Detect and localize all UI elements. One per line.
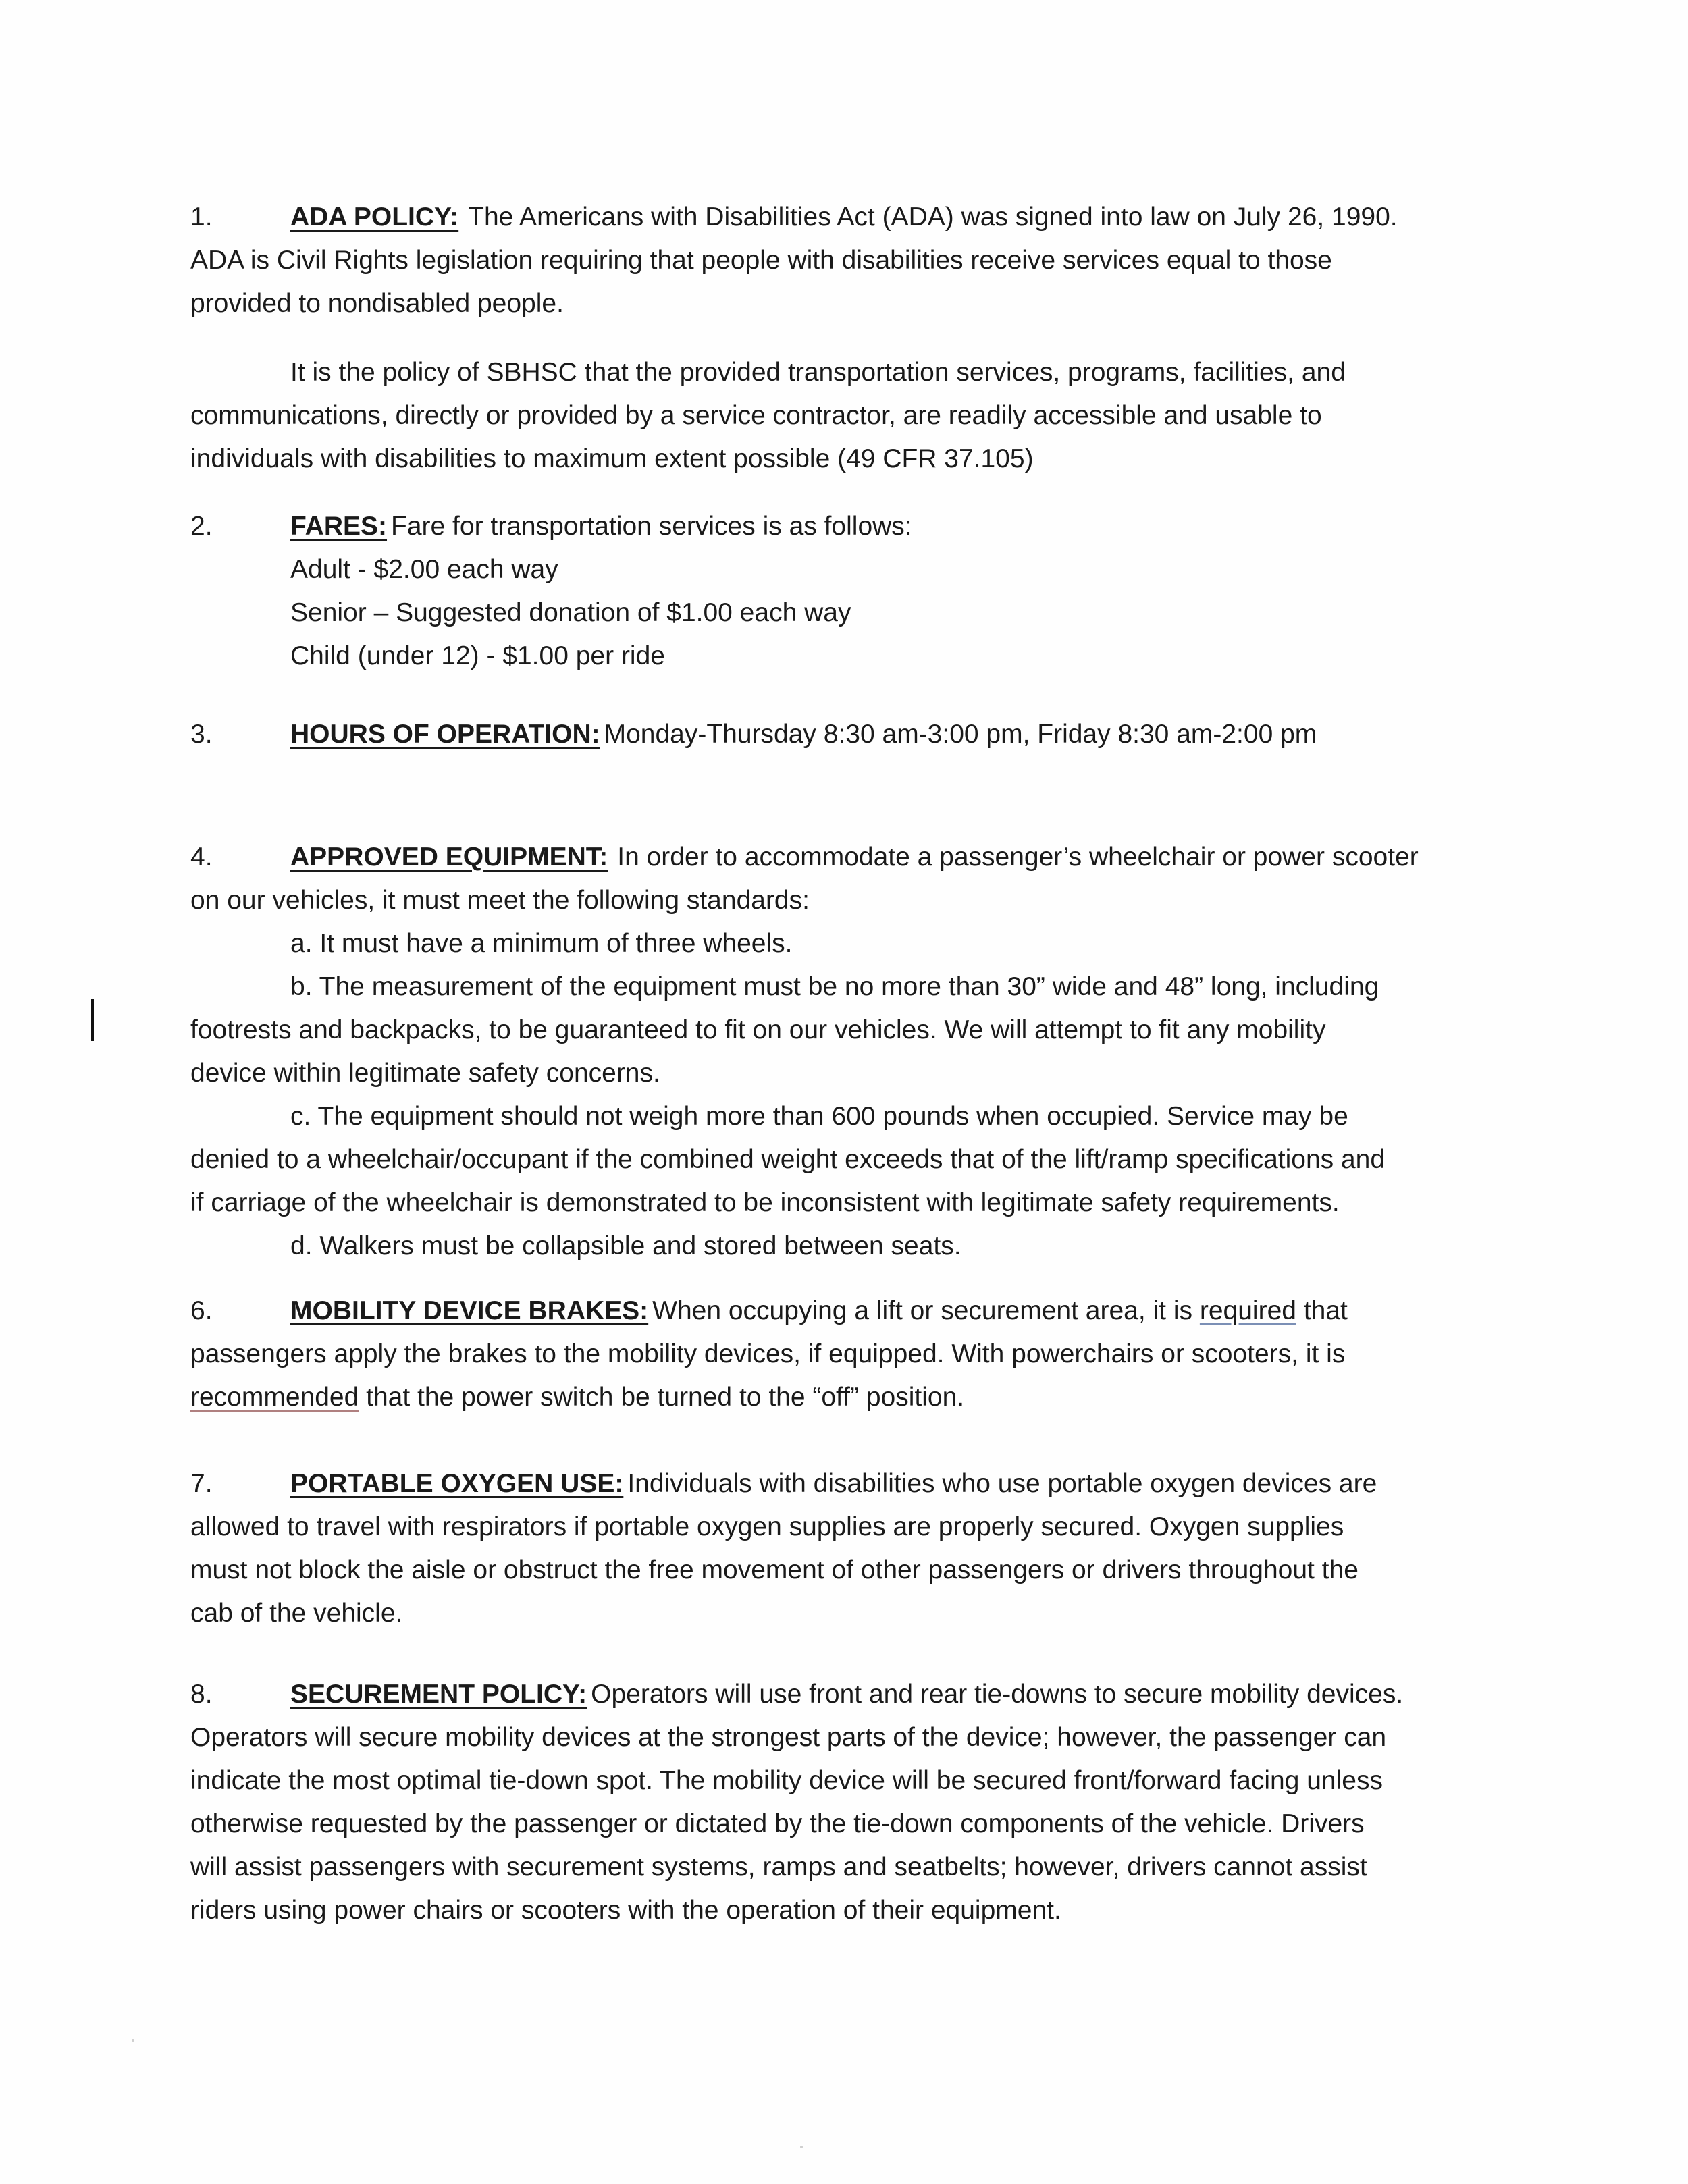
section-number: 2. xyxy=(190,512,213,541)
fare-item: Senior – Suggested donation of $1.00 each way xyxy=(290,598,851,627)
section-number: 6. xyxy=(190,1296,213,1325)
equipment-item-c: c. The equipment should not weigh more than 600 pounds when occupied. Service may be xyxy=(290,1102,1348,1131)
oxygen-text: Individuals with disabilities who use portable oxygen devices are xyxy=(627,1469,1377,1498)
ada-policy-line: It is the policy of SBHSC that the provided transportation services, programs, facilities, and xyxy=(290,358,1346,387)
section-title: MOBILITY DEVICE BRAKES: xyxy=(290,1296,649,1325)
equipment-item-c: if carriage of the wheelchair is demonstrated to be inconsistent with legitimate safety requirements. xyxy=(190,1188,1340,1217)
ada-text-line: ADA is Civil Rights legislation requiring that people with disabilities receive services equal to those xyxy=(190,246,1332,275)
equipment-item-d: d. Walkers must be collapsible and stored between seats. xyxy=(290,1231,961,1260)
brakes-text: that xyxy=(1303,1296,1348,1325)
equipment-heading-line xyxy=(190,836,1480,879)
section-title: FARES: xyxy=(290,512,388,541)
underlined-word-recommended: recommended xyxy=(190,1383,359,1412)
oxygen-text-line: must not block the aisle or obstruct the free movement of other passengers or drivers throughout the xyxy=(190,1555,1359,1584)
ada-text-line: The Americans with Disabilities Act (ADA) was signed into law on July 26, 1990. xyxy=(468,203,1398,232)
fares-heading-line xyxy=(190,505,1480,548)
securement-heading-line xyxy=(190,1673,1480,1716)
section-hours xyxy=(190,713,1480,756)
equipment-item-b: b. The measurement of the equipment must be no more than 30” wide and 48” long, including xyxy=(290,972,1379,1001)
fare-item: Child (under 12) - $1.00 per ride xyxy=(290,641,665,670)
scan-speck xyxy=(800,2146,803,2148)
section-approved-equipment xyxy=(190,836,1480,1268)
equipment-item-c: denied to a wheelchair/occupant if the combined weight exceeds that of the lift/ramp specifications and xyxy=(190,1145,1386,1174)
securement-text-line: riders using power chairs or scooters with the operation of their equipment. xyxy=(190,1896,1061,1925)
section-ada-policy xyxy=(190,196,1480,481)
brakes-text: that the power switch be turned to the “off” position. xyxy=(366,1383,965,1412)
section-number: 1. xyxy=(190,203,213,232)
section-number: 4. xyxy=(190,843,213,872)
oxygen-heading-line xyxy=(190,1462,1480,1506)
section-number: 3. xyxy=(190,720,213,749)
securement-text-line: indicate the most optimal tie-down spot. The mobility device will be secured front/forward facing unless xyxy=(190,1766,1383,1795)
brakes-text: When occupying a lift or securement area, it is xyxy=(652,1296,1193,1325)
section-title: APPROVED EQUIPMENT: xyxy=(290,843,608,872)
hours-heading-line xyxy=(190,713,1480,756)
section-portable-oxygen-use xyxy=(190,1462,1480,1635)
fare-item: Adult - $2.00 each way xyxy=(290,555,558,584)
ada-heading-line xyxy=(190,196,1480,239)
securement-text-line: Operators will secure mobility devices at the strongest parts of the device; however, the passenger can xyxy=(190,1723,1387,1752)
section-title: SECUREMENT POLICY: xyxy=(290,1680,587,1709)
oxygen-text-line: cab of the vehicle. xyxy=(190,1599,403,1628)
equipment-item-b: footrests and backpacks, to be guaranteed to fit on our vehicles. We will attempt to fit any mobility xyxy=(190,1015,1326,1044)
securement-text-line: will assist passengers with securement systems, ramps and seatbelts; however, drivers cannot assist xyxy=(190,1853,1367,1882)
section-title: HOURS OF OPERATION: xyxy=(290,720,600,749)
fares-intro: Fare for transportation services is as follows: xyxy=(391,512,912,541)
section-mobility-device-brakes xyxy=(190,1289,1480,1419)
section-title: PORTABLE OXYGEN USE: xyxy=(290,1469,624,1498)
hours-text: Monday-Thursday 8:30 am-3:00 pm, Friday 8:30 am-2:00 pm xyxy=(604,720,1317,749)
equipment-item-a: a. It must have a minimum of three wheels. xyxy=(290,929,793,958)
section-title: ADA POLICY: xyxy=(290,203,459,232)
equipment-intro: In order to accommodate a passenger’s wheelchair or power scooter xyxy=(617,843,1419,872)
securement-text: Operators will use front and rear tie-downs to secure mobility devices. xyxy=(591,1680,1404,1709)
brakes-text-line xyxy=(190,1376,1480,1419)
ada-policy-line: communications, directly or provided by a service contractor, are readily accessible and usable to xyxy=(190,401,1322,430)
ada-text-line: provided to nondisabled people. xyxy=(190,289,564,318)
ada-policy-line: individuals with disabilities to maximum extent possible (49 CFR 37.105) xyxy=(190,444,1034,473)
equipment-intro: on our vehicles, it must meet the following standards: xyxy=(190,886,810,915)
underlined-word-required: required xyxy=(1199,1296,1296,1325)
section-number: 8. xyxy=(190,1680,213,1709)
section-fares xyxy=(190,505,1480,678)
brakes-text-line: passengers apply the brakes to the mobility devices, if equipped. With powerchairs or scooters, it is xyxy=(190,1339,1346,1368)
revision-change-bar xyxy=(91,999,94,1041)
brakes-heading-line xyxy=(190,1289,1480,1333)
scan-speck xyxy=(132,2039,134,2042)
section-number: 7. xyxy=(190,1469,213,1498)
securement-text-line: otherwise requested by the passenger or dictated by the tie-down components of the vehicle. Drivers xyxy=(190,1809,1365,1838)
section-securement-policy xyxy=(190,1673,1480,1932)
equipment-item-b: device within legitimate safety concerns. xyxy=(190,1059,660,1088)
oxygen-text-line: allowed to travel with respirators if portable oxygen supplies are properly secured. Oxygen supplies xyxy=(190,1512,1344,1541)
